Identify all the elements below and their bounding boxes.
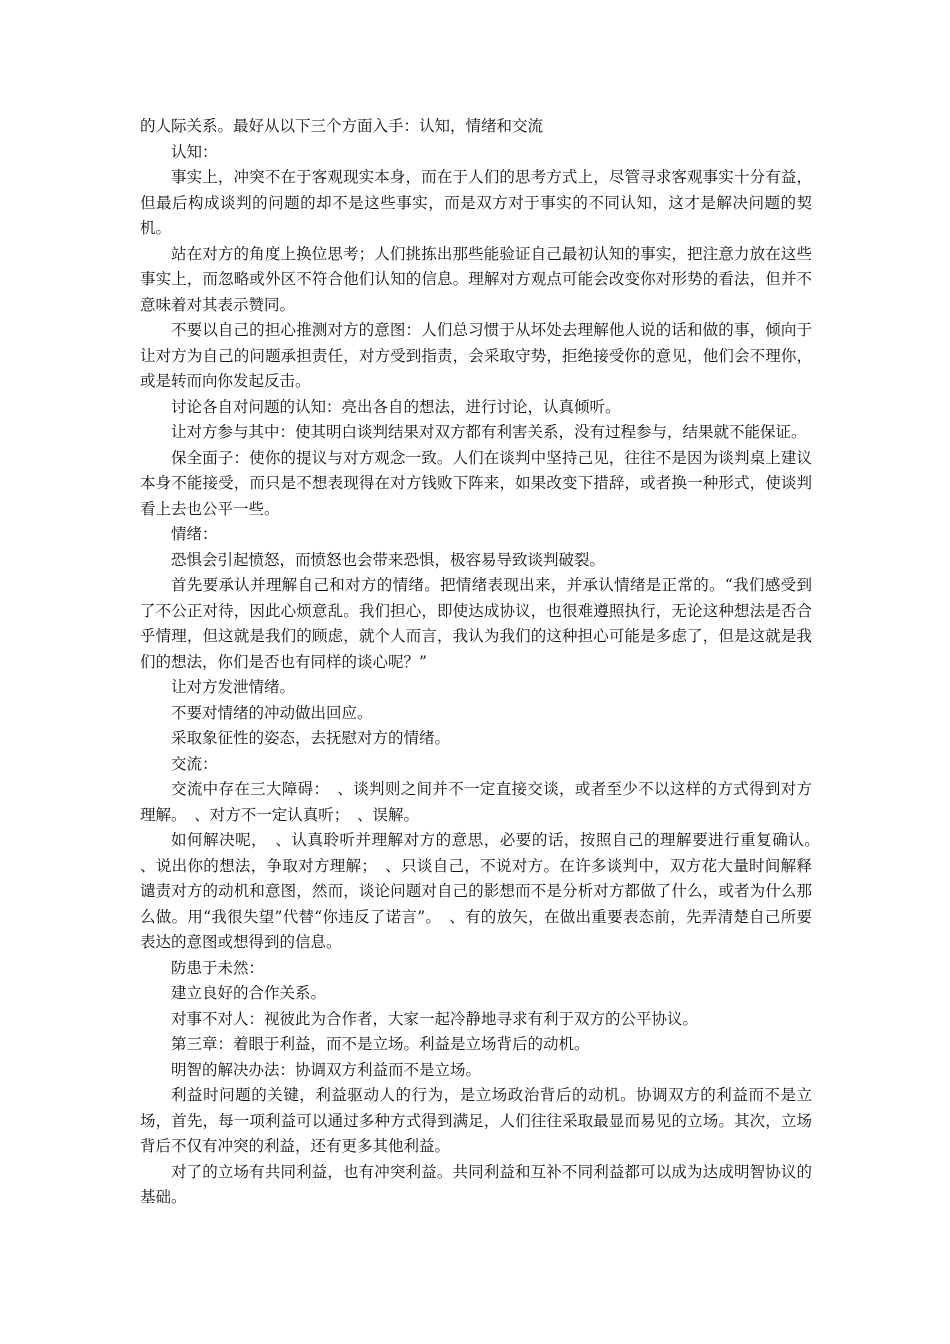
paragraph: 让对方参与其中：使其明白谈判结果对双方都有利害关系，没有过程参与，结果就不能保证。 xyxy=(171,423,807,441)
paragraph: 采取象征性的姿态，去抚慰对方的情绪。 xyxy=(171,729,451,747)
chapter-heading: 第三章：着眼于利益，而不是立场。利益是立场背后的动机。 xyxy=(171,1035,590,1053)
heading-emotion: 情绪： xyxy=(171,525,218,543)
paragraph: 站在对方的角度上换位思考；人们挑拣出那些能验证自己最初认知的事实，把注意力放在这些事实上，而忽略或外区不符合他们认知的信息。理解对方观点可能会改变你对形势的看法，但并不意味着对其表示赞同。 xyxy=(140,244,812,314)
paragraph: 如何解决呢， 、认真聆听并理解对方的意思，必要的话，按照自己的理解要进行重复确认。 、说出你的想法，争取对方理解； 、只谈自己，不说对方。在许多谈判中，双方花大量时间解释谴责对方的动机和意图，然而，谈论问题对自己的影想而不是分析对方都做了什么，或者为什么那么做。用“我很失望”代替“你违反了诺言”。 、有的放矢，在做出重要表态前，先弄清楚自己所要表达的意图或想得到的信息。 xyxy=(140,831,828,951)
paragraph-continuation: 的人际关系。最好从以下三个方面入手：认知，情绪和交流 xyxy=(140,117,544,135)
paragraph: 讨论各自对问题的认知：亮出各自的想法，进行讨论，认真倾听。 xyxy=(171,397,621,416)
document-page xyxy=(140,114,828,1211)
paragraph: 首先要承认并理解自己和对方的情绪。把情绪表现出来，并承认情绪是正常的。“我们感受到了不公正对待，因此心烦意乱。我们担心，即使达成协议，也很难遵照执行，无论这种想法是否合乎情理，但这就是我们的顾虑，就个人而言，我认为我们的这种担心可能是多虑了，但是这就是我们的想法，你们是否也有同样的谈心呢？” xyxy=(140,576,812,671)
heading-prevention: 防患于未然： xyxy=(171,958,265,977)
paragraph: 不要对情绪的冲动做出回应。 xyxy=(171,703,373,722)
heading-communication: 交流： xyxy=(171,754,218,773)
paragraph: 对事不对人：视彼此为合作者，大家一起冷静地寻求有利于双方的公平协议。 xyxy=(171,1009,699,1028)
paragraph: 不要以自己的担心推测对方的意图：人们总习惯于从坏处去理解他人说的话和做的事，倾向于让对方为自己的问题承担责任，对方受到指责，会采取守势，拒绝接受你的意见，他们会不理你，或是转而向你发起反击。 xyxy=(140,321,812,390)
paragraph: 恐惧会引起愤怒，而愤怒也会带来恐惧，极容易导致谈判破裂。 xyxy=(171,550,606,569)
paragraph: 事实上，冲突不在于客观现实本身，而在于人们的思考方式上，尽管寻求客观事实十分有益，但最后构成谈判的问题的却不是这些事实，而是双方对于事实的不同认知，这才是解决问题的契机。 xyxy=(140,168,812,237)
paragraph: 建立良好的合作关系。 xyxy=(171,984,327,1002)
paragraph: 利益时问题的关键，利益驱动人的行为，是立场政治背后的动机。协调双方的利益而不是立场，首先，每一项利益可以通过多种方式得到满足，人们往往采取最显而易见的立场。其次，立场背后不仅有冲突的利益，还有更多其他利益。 xyxy=(140,1086,812,1155)
heading-cognition: 认知： xyxy=(171,142,218,161)
paragraph: 保全面子：使你的提议与对方观念一致。人们在谈判中坚持己见，往往不是因为谈判桌上建议本身不能接受，而只是不想表现得在对方钱败下阵来，如果改变下措辞，或者换一种形式，使谈判看上去也公平一些。 xyxy=(140,448,812,518)
paragraph: 明智的解决办法：协调双方利益而不是立场。 xyxy=(171,1060,482,1079)
paragraph: 对了的立场有共同利益，也有冲突利益。共同利益和互补不同利益都可以成为达成明智协议的基础。 xyxy=(140,1162,812,1206)
paragraph: 让对方发泄情绪。 xyxy=(171,678,296,696)
paragraph: 交流中存在三大障碍： 、谈判则之间并不一定直接交谈，或者至少不以这样的方式得到对方理解。 、对方不一定认真听； 、误解。 xyxy=(140,780,812,824)
